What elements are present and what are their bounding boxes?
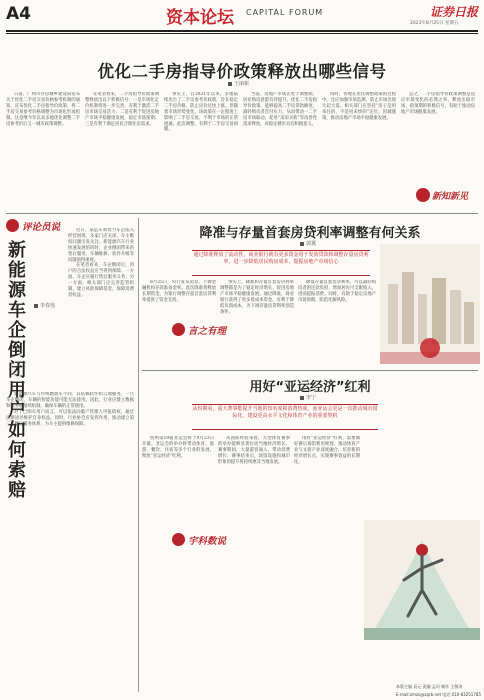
left-article-title: 新能源车企倒闭 用户如何索赔: [8, 240, 26, 501]
article2-text: 降低存量首套房贷利率，可以减轻购房者的还款负担，增加居民可支配收入，进而提振消费。同时，有助于稳定房地产市场预期，防范化解风险。: [298, 280, 376, 303]
article3-byline: 李宁: [300, 394, 316, 401]
skyline-illustration: [380, 244, 480, 364]
byline-square-icon: [228, 82, 232, 86]
page-header: [0, 0, 484, 44]
main-article-column: 当前，房地产市场正处于调整期，居民购房意愿有待提升。优化二手房指导价政策，能够提高二手房贷款额度，减轻购房者首付压力，从而带动一二手房市场联动，促进“卖旧买新”等改善性需求释放，对稳定楼市具有积极意义。: [243, 92, 317, 127]
masthead-logo: 证券日报: [430, 5, 479, 19]
main-article-column: 总之，二手房指导价政策调整是适应市场变化的必然之举，释放出稳市场、稳预期的积极信号，有助于推动房地产市场健康发展。: [401, 92, 475, 115]
new-insight-badge: 新知新见: [416, 188, 480, 204]
left-commentary-column: 评论员说 新能源车企倒闭 用户如何索赔 李春莲 近日，某造车新势力车企陷入经营困境，多家门店关闭，车主维权问题引发关注。新能源汽车行业快速发展的同时，企业倒闭带来的售后服务、车辆维修、软件升级等问题值得重视。 在笔者看来，车企倒闭后，用户的合法权益应当得到保障。一方面，车企应履行售后服务义务；另一方面，相关部门应完善监管机制，建立风险保障基金，保障消费者权益。 新能源汽车与传统燃油车不同，其依赖软件和云端服务，一旦车企倒闭，车辆的智能功能可能无法使用。因此，行业应建立数据和服务的接续机制，确保车辆的正常使用。 对于已购车用户而言，可以依法向破产管理人申报债权，通过法律途径维护自身权益。同时，行业协会应发挥作用，推动建立第三方售后服务体系，为车主提供维修保障。: [6, 218, 135, 688]
left-article-text: 近日，某造车新势力车企陷入经营困境，多家门店关闭，车主维权问题引发关注。新能源汽车行业快速发展的同时，企业倒闭带来的售后服务、车辆维修、软件升级等问题值得重视。 在笔者看来，车企倒闭后，用户的合法权益应当得到保障。一方面，车企应履行售后服务义务；另一方面，相关部门应完善监管机制，建立风险保障基金，保障消费者权益。: [68, 228, 134, 298]
article3-pull-quote: 从短期看，重大赛事能提升当地的知名度和消费热度，而亚运会更是一次推动城市国际化、建设更高水平文化和体育产业的重要契机: [192, 406, 378, 428]
main-article-byline: 王丽新: [228, 80, 249, 87]
main-article-title: 优化二手房指导价政策释放出哪些信号: [97, 62, 387, 81]
byline-square-icon: [300, 396, 304, 400]
issue-date: 2023年8月25日 星期五: [410, 21, 459, 26]
newspaper-page: A4 资本论坛 CAPITAL FORUM 证券日报 2023年8月25日 星期五 优化二手房指导价政策释放出哪些信号 王丽新 日前，广州市住房城乡建设局发布关于优化二手房交易价格参考机制的通知，宣布优化二手房指导价政策，将二手房交易参考价格调整为市场化形成机制。这是继今年以来多地优化调整二手房参考价后又一城市政策调整。 在笔者看来，二手房指导价政策调整释放出以下积极信号：一是市场化定价机制将进一步完善，有利于激活二手房市场交易活力；二是有利于促进房地产市场平稳健康发展，稳定市场预期；三是有利于满足居民合理住房需求。 事实上，自2021年以来，多地陆续出台了二手房参考价政策，旨在稳定二手房价格，防止房价过快上涨。但随着市场形势变化，该政策在一定程度上影响了二手房交易，不利于市场的正常流通。此次调整，有利于二手房交易回暖。 当前，房地产市场正处于调整期，居民购房意愿有待提升。优化二手房指导价政策，能够提高二手房贷款额度，减轻购房者首付压力，从而带动一二手房市场联动，促进“卖旧买新”等改善性需求释放，对稳定楼市具有积极意义。 同时，各地在优化调整政策的过程中，还应加强市场监测，防止市场出现大起大落。相关部门应坚持“房子是用来住的、不是用来炒的”定位，因城施策，推动房地产市场平稳健康发展。 总之，二手房指导价政策调整是适应市场变化的必然之举，释放出稳市场、稳预期的积极信号，有助于推动房地产市场健康发展。 新知新见 评论员说 新能源车企倒闭 用户如何索赔 李春莲 近日，某造车新势力车企陷入经营困境，多家门店关闭，车主维权问题引发关注。新能源汽车行业快速发展的同时，企业倒闭带来的售后服务、车辆维修、软件升级等问题值得重视。 在笔者看来，车企倒闭后，用户的合法权益应当得到保障。一方面，车企应履行售后服务义务；另一方面，相关部门应完善监管机制，建立风险保障基金，保障消费者权益。 新能源汽车与传统燃油车不同，其依赖软件和云端服务，一旦车企倒闭，车辆的智能功能可能无法使用。因此，行业应建立数据和服务的接续机制，确保车辆的正常使用。 对于已购车用户而言，可以依法向破产管理人申报债权，通过法律途径维护自身权益。同时，行业协会应发挥作用，推动建立第三方售后服务体系，为车主提供维修保障。 降准与存量首套房贷利率调整有何关系 郭冀 通过降准释放了流动性，商业银行就有更多资金用于发放贷款和调整存量房贷利率，进一步降低居民购房成本，提振房地产市场信心 8月25日，央行发布消息，下调金融机构存款准备金率。此次降准将释放长期资金，为银行调整存量首套房贷利率提供了资金支持。 事实上，降准和存量首套房贷利率调整都是为了稳定经济增长、促进房地产市场平稳健康发展。通过降准，商业银行获得了更多低成本资金，有利于降低负债成本，为下调存量房贷利率创造条件。 降低存量首套房贷利率，可以减轻购房者的还款负担，增加居民可支配收入，进而提振消费。同时，有助于稳定房地产市场预期，防范化解风险。 言之有理 用好“亚运经济”红利 李宁 从短期看，重大赛事能提升当地的知名度和消费热度，而亚运会更是一次推动城市国际化、建设更高水平文化和体育产业的重要契机 杭州第19届亚运会将于9月23日开幕。亚运会的举办将带动体育、旅游、餐饮、住宿等多个行业的发展，释放“亚运经济”红利。 从国际经验来看，大型体育赛事的举办能够显著拉动当地经济增长。赛事期间，大量游客涌入，带动消费增长；赛事结束后，场馆设施和城市形象的提升将持续惠及当地发展。 用好“亚运经济”红利，需要做好赛后场馆利用规划，推动体育产业与文旅产业深度融合，培育新的经济增长点，实现赛事效益的长期化。 宇科数说 本版主编 袁元 责编 孟珂 制作 王敬涛 E-mail:zmzx@zqrb.net 电话 010-83251785: [0, 0, 484, 700]
page-footer-editors: 本版主编 袁元 责编 孟珂 制作 王敬涛: [396, 684, 463, 689]
main-article-column: 事实上，自2021年以来，多地陆续出台了二手房参考价政策，旨在稳定二手房价格，防止房价过快上涨。但随着市场形势变化，该政策在一定程度上影响了二手房交易，不利于市场的正常流通。此次调整，有利于二手房交易回暖。: [164, 92, 238, 133]
section-divider: [6, 213, 478, 214]
section-title: 资本论坛: [166, 8, 234, 28]
article2-text: 事实上，降准和存量首套房贷利率调整都是为了稳定经济增长、促进房地产市场平稳健康发展。通过降准，商业银行获得了更多低成本资金，有利于降低负债成本，为下调存量房贷利率创造条件。: [220, 280, 294, 315]
badge-circle-icon: [416, 188, 430, 202]
article2-byline: 郭冀: [300, 240, 316, 247]
left-article-text: 新能源汽车与传统燃油车不同，其依赖软件和云端服务，一旦车企倒闭，车辆的智能功能可能无法使用。因此，行业应建立数据和服务的接续机制，确保车辆的正常使用。 对于已购车用户而言，可以依法向破产管理人申报债权，通过法律途径维护自身权益。同时，行业协会应发挥作用，推动建立第三方售后服务体系，为车主提供维修保障。: [6, 392, 134, 427]
article3-text: 用好“亚运经济”红利，需要做好赛后场馆利用规划，推动体育产业与文旅产业深度融合，培育新的经济增长点，实现赛事效益的长期化。: [294, 436, 360, 465]
article2-text: 8月25日，央行发布消息，下调金融机构存款准备金率。此次降准将释放长期资金，为银行调整存量首套房贷利率提供了资金支持。: [142, 280, 216, 303]
article3-title: 用好“亚运经济”红利: [249, 380, 371, 395]
sports-illustration: [364, 520, 480, 640]
section-divider: [142, 370, 478, 371]
main-article-column: 同时，各地在优化调整政策的过程中，还应加强市场监测，防止市场出现大起大落。相关部门应坚持“房子是用来住的、不是用来炒的”定位，因城施策，推动房地产市场平稳健康发展。: [322, 92, 396, 121]
section-title-en: CAPITAL FORUM: [246, 8, 324, 17]
tag-circle-icon: [172, 533, 185, 546]
article3-text: 杭州第19届亚运会将于9月23日开幕。亚运会的举办将带动体育、旅游、餐饮、住宿等多个行业的发展，释放“亚运经济”红利。: [142, 436, 214, 459]
page-footer-contact: E-mail:zmzx@zqrb.net 电话 010-83251785: [396, 692, 481, 697]
tag-circle-icon: [172, 323, 185, 336]
article3-text: 从国际经验来看，大型体育赛事的举办能够显著拉动当地经济增长。赛事期间，大量游客涌入，带动消费增长；赛事结束后，场馆设施和城市形象的提升将持续惠及当地发展。: [218, 436, 290, 465]
page-number: A4: [6, 4, 31, 24]
column-divider: [138, 218, 139, 692]
left-article-byline: 李春莲: [34, 302, 55, 309]
main-article-body: [6, 92, 478, 212]
article2-title: 降准与存量首套房贷利率调整有何关系: [199, 226, 421, 241]
header-rule-thick: [6, 30, 478, 32]
byline-square-icon: [34, 304, 38, 308]
tag-circle-icon: [6, 219, 19, 232]
article2-pull-quote: 通过降准释放了流动性，商业银行就有更多资金用于发放贷款和调整存量房贷利率，进一步降低居民购房成本，提振房地产市场信心: [192, 252, 370, 274]
main-article-column: 在笔者看来，二手房指导价政策调整释放出以下积极信号：一是市场化定价机制将进一步完善，有利于激活二手房市场交易活力；二是有利于促进房地产市场平稳健康发展，稳定市场预期；三是有利于满足居民合理住房需求。: [85, 92, 159, 127]
header-rule-thin: [6, 33, 478, 34]
main-article-column: 日前，广州市住房城乡建设局发布关于优化二手房交易价格参考机制的通知，宣布优化二手房指导价政策，将二手房交易参考价格调整为市场化形成机制。这是继今年以来多地优化调整二手房参考价后又一城市政策调整。: [6, 92, 80, 127]
byline-square-icon: [300, 242, 304, 246]
